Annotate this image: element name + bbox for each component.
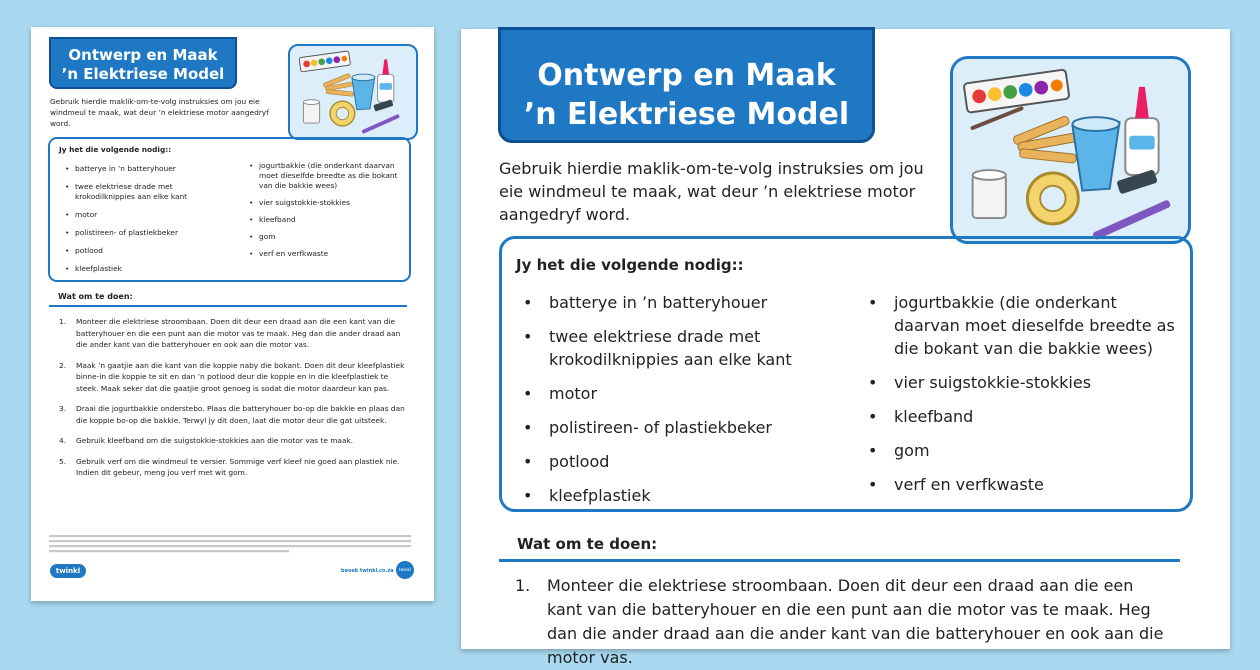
craft-supplies-icon <box>953 59 1188 241</box>
footer-fine-print <box>49 535 411 557</box>
step-text: Draai die jogurtbakkie onderstebo. Plaas die batteryhouer bo-op die bakkie en plaas dan die koppie bo-op die bakkie. Terwyl jy dit doen, laat die motor deur die gat uitsteek. <box>76 404 405 425</box>
list-item: • motor <box>515 382 835 405</box>
step-item <box>59 403 407 426</box>
title-line-1: Ontwerp en Maak <box>68 46 218 64</box>
list-item: • vier suigstokkie-stokkies <box>248 198 404 208</box>
list-item: • kleefplastiek <box>515 484 835 507</box>
list-item: • verf en verfkwaste <box>860 473 1180 496</box>
step-number: 1. <box>59 317 67 326</box>
instructions-list <box>59 316 407 488</box>
intro-text: Gebruik hierdie maklik-om-te-volg instruksies om jou eie windmeul te maak, wat deur ’n elektriese motor aangedryf word. <box>499 159 924 224</box>
step-text: Monteer die elektriese stroombaan. Doen dit deur een draad aan die een kant van die batteryhouer en die een punt aan die motor vas te maak. Heg dan die ander draad aan die ander kant van die batteryhouer en ook aan die motor vas. <box>76 317 401 349</box>
craft-supplies-image <box>288 44 418 140</box>
instructions-heading: Wat om te doen: <box>58 292 133 301</box>
instructions-heading: Wat om te doen: <box>517 535 658 553</box>
step-item <box>515 574 1165 670</box>
step-item <box>59 316 407 351</box>
intro-text: Gebruik hierdie maklik-om-te-volg instruksies om jou eie windmeul te maak, wat deur ’n elektriese motor aangedryf word. <box>50 97 269 128</box>
list-item: • polistireen- of plastiekbeker <box>515 416 835 439</box>
step-text: Monteer die elektriese stroombaan. Doen dit deur een draad aan die een kant van die batteryhouer en die een punt aan die motor vas te maak. Heg dan die ander draad aan die ander kant van die batteryhouer en ook aan die motor vas. <box>547 576 1164 667</box>
materials-list-left <box>515 291 835 518</box>
list-item: • batterye in ’n batteryhouer <box>515 291 835 314</box>
materials-box <box>499 236 1193 512</box>
list-item: • kleefplastiek <box>64 264 234 274</box>
list-item: • verf en verfkwaste <box>248 249 404 259</box>
step-number: 3. <box>59 404 67 413</box>
materials-list-right <box>248 161 404 266</box>
list-item: • kleefband <box>248 215 404 225</box>
step-number: 1. <box>515 576 531 595</box>
worksheet-thumbnail <box>31 27 434 601</box>
list-item: • jogurtbakkie (die onderkant daarvan moet dieselfde breedte as die bokant van die bakkie wees) <box>860 291 1180 360</box>
title-line-1: Ontwerp en Maak <box>537 58 836 93</box>
title-line-2: ’n Elektriese Model <box>523 97 850 132</box>
step-item <box>59 456 407 479</box>
list-item: • gom <box>860 439 1180 462</box>
divider <box>499 559 1180 562</box>
materials-heading: Jy het die volgende nodig:: <box>516 256 744 274</box>
divider <box>49 305 407 307</box>
materials-box <box>48 137 411 282</box>
step-text: Gebruik kleefband om die suigstokkie-stokkies aan die motor vas te maak. <box>76 436 354 445</box>
step-text: Gebruik verf om die windmeul te versier. Sommige verf kleef nie goed aan plastiek nie. Indien dit gebeur, meng jou verf met wit gom. <box>76 456 400 477</box>
list-item: • potlood <box>64 246 234 256</box>
twinkl-logo: twinkl <box>50 564 86 578</box>
twinkl-badge: twinkl <box>396 561 414 579</box>
list-item: • polistireen- of plastiekbeker <box>64 228 234 238</box>
list-item: • twee elektriese drade met krokodilknippies aan elke kant <box>64 182 234 202</box>
craft-supplies-image <box>950 56 1191 244</box>
list-item: • potlood <box>515 450 835 473</box>
page-title <box>498 27 875 143</box>
step-number: 5. <box>59 456 67 466</box>
step-text: Maak ’n gaatjie aan die kant van die koppie naby die bokant. Doen dit deur kleefplastiek binne-in die koppie te sit en dan ’n potlood deur die koppie en in die kleefplastiek te steek. Maak seker dat die gaatjie groot genoeg is sodat die motor daardeur kan pas. <box>76 360 405 393</box>
instructions-list <box>515 574 1165 670</box>
step-number: 4. <box>59 436 67 445</box>
list-item: • motor <box>64 210 234 220</box>
title-line-2: ’n Elektriese Model <box>61 65 225 83</box>
materials-list-right <box>860 291 1180 507</box>
list-item: • batterye in ’n batteryhouer <box>64 164 234 174</box>
step-item <box>59 435 407 447</box>
list-item: • twee elektriese drade met krokodilknippies aan elke kant <box>515 325 835 371</box>
list-item: • vier suigstokkie-stokkies <box>860 371 1180 394</box>
footer-url[interactable]: beoek twinkl.co.za <box>341 568 394 574</box>
list-item: • kleefband <box>860 405 1180 428</box>
page-title <box>49 37 237 89</box>
list-item: • gom <box>248 232 404 242</box>
list-item: • jogurtbakkie (die onderkant daarvan moet dieselfde breedte as die bokant van die bakkie wees) <box>248 161 404 191</box>
fine-print-lines-icon <box>49 535 411 555</box>
step-number: 2. <box>59 360 67 370</box>
materials-heading: Jy het die volgende nodig:: <box>59 145 172 154</box>
craft-supplies-icon <box>290 46 412 134</box>
materials-list-left <box>64 164 234 282</box>
worksheet-zoomed <box>461 29 1230 667</box>
step-item <box>59 360 407 395</box>
